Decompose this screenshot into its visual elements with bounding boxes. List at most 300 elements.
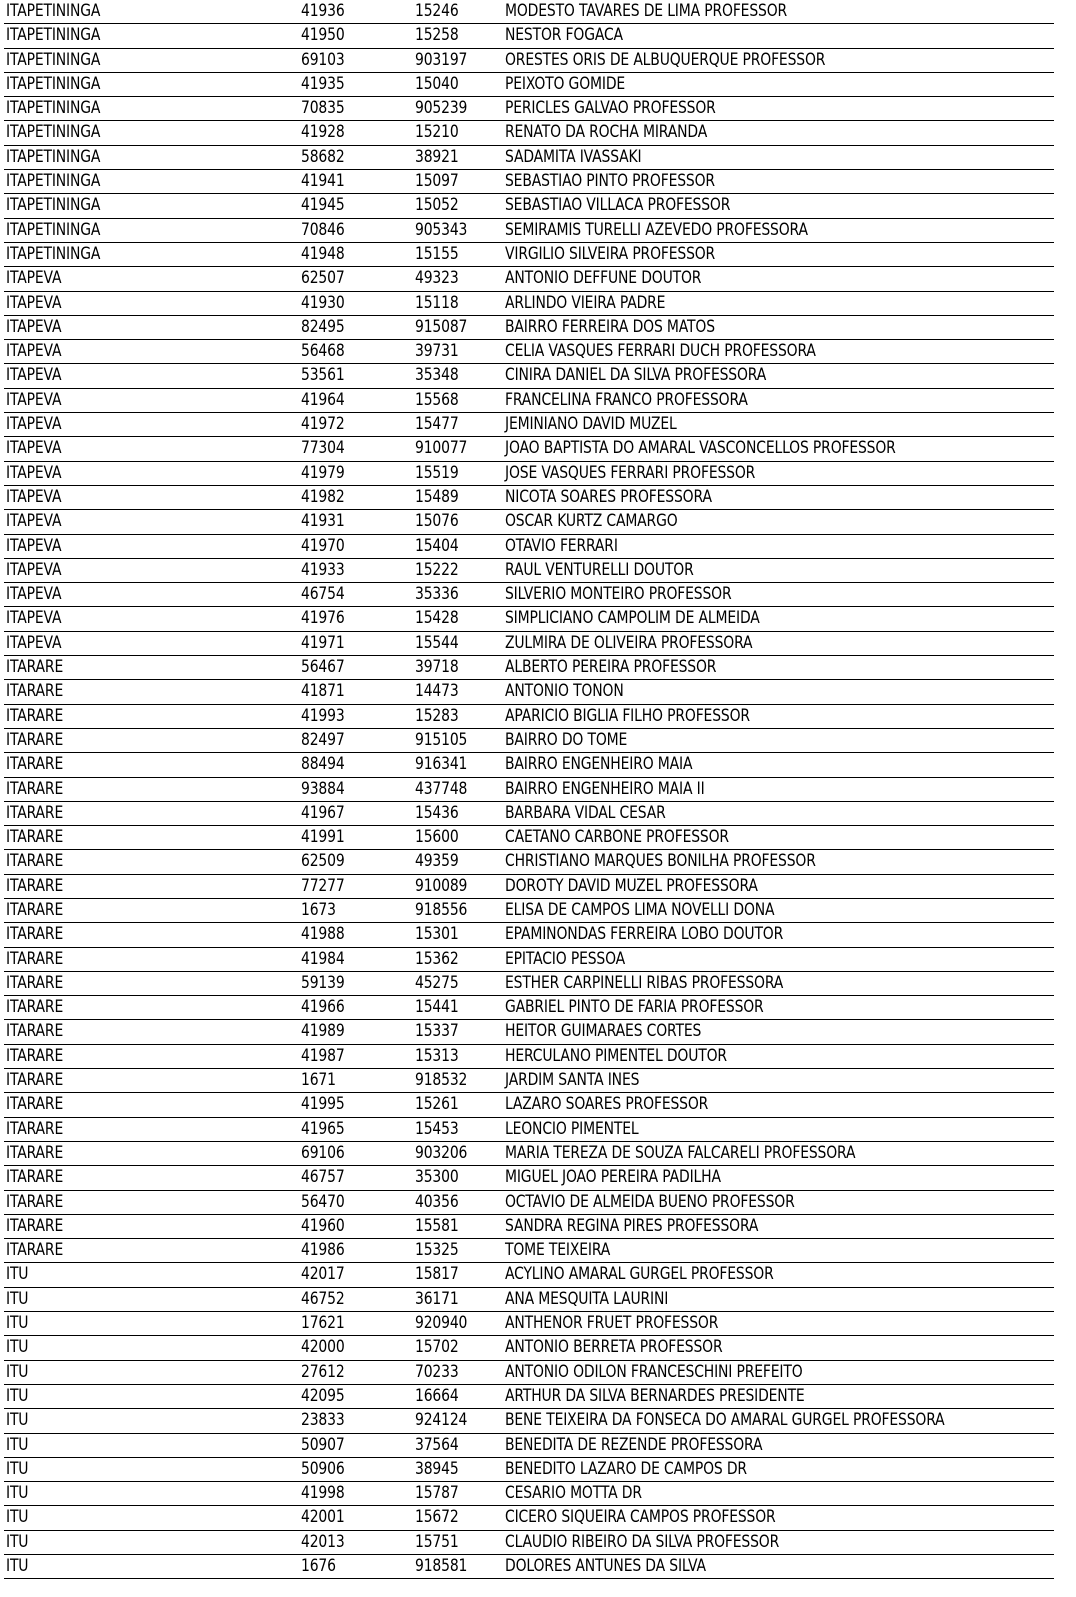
city-cell: ITU [6,1361,29,1382]
name-cell: PERICLES GALVAO PROFESSOR [505,98,716,119]
city-cell: ITARARE [6,924,64,945]
city-cell: ITARARE [6,754,64,775]
code1-cell: 58682 [301,146,345,167]
name-cell: BENE TEIXEIRA DA FONSECA DO AMARAL GURGEL PROFESSORA [505,1410,945,1431]
table-row [4,389,1054,413]
city-cell: ITAPEVA [6,365,62,386]
code1-cell: 46757 [301,1167,345,1188]
table-row [4,1288,1054,1312]
city-cell: ITAPEVA [6,535,62,556]
name-cell: SIMPLICIANO CAMPOLIM DE ALMEIDA [505,608,760,629]
code1-cell: 41976 [301,608,345,629]
table-row [4,121,1054,145]
code1-cell: 69103 [301,49,345,70]
code2-cell: 15544 [415,632,459,653]
code2-cell: 15155 [415,243,459,264]
code1-cell: 56468 [301,341,345,362]
name-cell: ALBERTO PEREIRA PROFESSOR [505,657,717,678]
name-cell: LAZARO SOARES PROFESSOR [505,1094,709,1115]
code1-cell: 41984 [301,948,345,969]
code1-cell: 42000 [301,1337,345,1358]
name-cell: EPITACIO PESSOA [505,948,626,969]
table-row [4,413,1054,437]
code1-cell: 41930 [301,292,345,313]
code1-cell: 41871 [301,681,345,702]
city-cell: ITAPETININGA [6,171,101,192]
code1-cell: 42001 [301,1507,345,1528]
code2-cell: 15787 [415,1483,459,1504]
name-cell: ANA MESQUITA LAURINI [505,1288,669,1309]
name-cell: TOME TEIXEIRA [505,1240,611,1261]
code1-cell: 41941 [301,171,345,192]
code2-cell: 15453 [415,1118,459,1139]
code1-cell: 41936 [301,1,345,21]
name-cell: JOAO BAPTISTA DO AMARAL VASCONCELLOS PROFESSOR [505,438,896,459]
table-row [4,1118,1054,1142]
city-cell: ITAPEVA [6,316,62,337]
name-cell: CINIRA DANIEL DA SILVA PROFESSORA [505,365,767,386]
name-cell: ARLINDO VIEIRA PADRE [505,292,666,313]
table-row [4,219,1054,243]
code2-cell: 15210 [415,122,459,143]
name-cell: RENATO DA ROCHA MIRANDA [505,122,708,143]
code2-cell: 15568 [415,389,459,410]
name-cell: BARBARA VIDAL CESAR [505,802,666,823]
city-cell: ITARARE [6,1240,64,1261]
code2-cell: 903197 [415,49,468,70]
city-cell: ITAPETININGA [6,98,101,119]
code2-cell: 49323 [415,268,459,289]
city-cell: ITU [6,1531,29,1552]
city-cell: ITARARE [6,1118,64,1139]
code1-cell: 41987 [301,1045,345,1066]
table-row [4,1215,1054,1239]
table-row [4,1045,1054,1069]
city-cell: ITAPEVA [6,486,62,507]
name-cell: OCTAVIO DE ALMEIDA BUENO PROFESSOR [505,1191,795,1212]
city-cell: ITARARE [6,875,64,896]
code1-cell: 42095 [301,1385,345,1406]
code2-cell: 39731 [415,341,459,362]
table-row [4,194,1054,218]
name-cell: ANTONIO DEFFUNE DOUTOR [505,268,702,289]
table-row [4,146,1054,170]
code2-cell: 14473 [415,681,459,702]
table-row [4,705,1054,729]
code2-cell: 924124 [415,1410,468,1431]
code1-cell: 88494 [301,754,345,775]
name-cell: HEITOR GUIMARAES CORTES [505,1021,702,1042]
code2-cell: 15052 [415,195,459,216]
code2-cell: 15702 [415,1337,459,1358]
table-row [4,437,1054,461]
table-row [4,826,1054,850]
city-cell: ITARARE [6,1215,64,1236]
city-cell: ITARARE [6,1142,64,1163]
city-cell: ITU [6,1337,29,1358]
table-row [4,996,1054,1020]
table-row [4,729,1054,753]
name-cell: RAUL VENTURELLI DOUTOR [505,559,694,580]
table-row [4,1531,1054,1555]
code1-cell: 41931 [301,511,345,532]
name-cell: SEBASTIAO PINTO PROFESSOR [505,171,715,192]
name-cell: MIGUEL JOAO PEREIRA PADILHA [505,1167,721,1188]
table-row [4,243,1054,267]
name-cell: BENEDITA DE REZENDE PROFESSORA [505,1434,763,1455]
table-row [4,948,1054,972]
name-cell: MARIA TEREZA DE SOUZA FALCARELI PROFESSORA [505,1142,856,1163]
name-cell: ANTHENOR FRUET PROFESSOR [505,1313,719,1334]
city-cell: ITAPEVA [6,511,62,532]
table-row [4,1093,1054,1117]
name-cell: LEONCIO PIMENTEL [505,1118,639,1139]
code2-cell: 15600 [415,827,459,848]
city-cell: ITAPETININGA [6,243,101,264]
code2-cell: 15258 [415,25,459,46]
name-cell: GABRIEL PINTO DE FARIA PROFESSOR [505,997,764,1018]
code1-cell: 41982 [301,486,345,507]
name-cell: NICOTA SOARES PROFESSORA [505,486,712,507]
code1-cell: 41988 [301,924,345,945]
code2-cell: 15325 [415,1240,459,1261]
code1-cell: 41971 [301,632,345,653]
city-cell: ITAPETININGA [6,195,101,216]
name-cell: BAIRRO ENGENHEIRO MAIA [505,754,693,775]
city-cell: ITARARE [6,997,64,1018]
name-cell: ZULMIRA DE OLIVEIRA PROFESSORA [505,632,753,653]
table-row [4,170,1054,194]
code1-cell: 41989 [301,1021,345,1042]
code1-cell: 41993 [301,705,345,726]
code1-cell: 1673 [301,899,336,920]
city-cell: ITARARE [6,705,64,726]
table-row [4,559,1054,583]
name-cell: ANTONIO BERRETA PROFESSOR [505,1337,723,1358]
city-cell: ITAPEVA [6,462,62,483]
code1-cell: 41979 [301,462,345,483]
code1-cell: 41967 [301,802,345,823]
city-cell: ITARARE [6,948,64,969]
code2-cell: 16664 [415,1385,459,1406]
code2-cell: 915087 [415,316,468,337]
table-row [4,972,1054,996]
table-row [4,73,1054,97]
code2-cell: 15040 [415,73,459,94]
code1-cell: 23833 [301,1410,345,1431]
table-row [4,753,1054,777]
city-cell: ITAPEVA [6,632,62,653]
code2-cell: 903206 [415,1142,468,1163]
table-row [4,1312,1054,1336]
name-cell: DOROTY DAVID MUZEL PROFESSORA [505,875,758,896]
code2-cell: 15436 [415,802,459,823]
code1-cell: 41964 [301,389,345,410]
code1-cell: 53561 [301,365,345,386]
code2-cell: 39718 [415,657,459,678]
code2-cell: 37564 [415,1434,459,1455]
city-cell: ITU [6,1434,29,1455]
code2-cell: 15362 [415,948,459,969]
name-cell: EPAMINONDAS FERREIRA LOBO DOUTOR [505,924,784,945]
city-cell: ITARARE [6,827,64,848]
city-cell: ITAPETININGA [6,1,101,21]
name-cell: ANTONIO ODILON FRANCESCHINI PREFEITO [505,1361,803,1382]
city-cell: ITU [6,1410,29,1431]
table-row [4,850,1054,874]
code2-cell: 15222 [415,559,459,580]
table-row [4,486,1054,510]
table-row [4,510,1054,534]
city-cell: ITARARE [6,1191,64,1212]
name-cell: SANDRA REGINA PIRES PROFESSORA [505,1215,759,1236]
code1-cell: 70846 [301,219,345,240]
name-cell: CAETANO CARBONE PROFESSOR [505,827,729,848]
code1-cell: 41972 [301,414,345,435]
city-cell: ITAPETININGA [6,219,101,240]
code1-cell: 70835 [301,98,345,119]
code1-cell: 41945 [301,195,345,216]
table-row [4,0,1054,24]
name-cell: OTAVIO FERRARI [505,535,618,556]
city-cell: ITARARE [6,899,64,920]
table-row [4,1458,1054,1482]
table-row [4,923,1054,947]
name-cell: VIRGILIO SILVEIRA PROFESSOR [505,243,716,264]
table-row [4,1069,1054,1093]
table-row [4,656,1054,680]
table-row [4,778,1054,802]
code1-cell: 41950 [301,25,345,46]
code1-cell: 46754 [301,584,345,605]
name-cell: CLAUDIO RIBEIRO DA SILVA PROFESSOR [505,1531,780,1552]
city-cell: ITAPETININGA [6,122,101,143]
city-cell: ITARARE [6,802,64,823]
name-cell: ACYLINO AMARAL GURGEL PROFESSOR [505,1264,774,1285]
name-cell: JARDIM SANTA INES [505,1070,640,1091]
table-row [4,316,1054,340]
city-cell: ITARARE [6,1070,64,1091]
table-row [4,1191,1054,1215]
code2-cell: 15751 [415,1531,459,1552]
code1-cell: 62507 [301,268,345,289]
code1-cell: 42013 [301,1531,345,1552]
table-row [4,535,1054,559]
city-cell: ITAPEVA [6,559,62,580]
code1-cell: 41998 [301,1483,345,1504]
code1-cell: 62509 [301,851,345,872]
code2-cell: 40356 [415,1191,459,1212]
city-cell: ITU [6,1556,29,1576]
table-row [4,1239,1054,1263]
code2-cell: 15519 [415,462,459,483]
city-cell: ITAPETININGA [6,146,101,167]
city-cell: ITAPEVA [6,414,62,435]
code2-cell: 15581 [415,1215,459,1236]
code2-cell: 70233 [415,1361,459,1382]
table-row [4,1555,1054,1579]
code2-cell: 15441 [415,997,459,1018]
code1-cell: 59139 [301,972,345,993]
city-cell: ITARARE [6,778,64,799]
code1-cell: 41948 [301,243,345,264]
city-cell: ITARARE [6,1167,64,1188]
name-cell: SEMIRAMIS TURELLI AZEVEDO PROFESSORA [505,219,808,240]
name-cell: ARTHUR DA SILVA BERNARDES PRESIDENTE [505,1385,805,1406]
code2-cell: 15337 [415,1021,459,1042]
code2-cell: 918581 [415,1556,468,1576]
table-row [4,1020,1054,1044]
code2-cell: 49359 [415,851,459,872]
code2-cell: 15097 [415,171,459,192]
table-row [4,1506,1054,1530]
name-cell: JEMINIANO DAVID MUZEL [505,414,677,435]
code2-cell: 38921 [415,146,459,167]
city-cell: ITAPEVA [6,608,62,629]
city-cell: ITARARE [6,681,64,702]
code1-cell: 46752 [301,1288,345,1309]
city-cell: ITARARE [6,1094,64,1115]
code2-cell: 35348 [415,365,459,386]
city-cell: ITARARE [6,1021,64,1042]
code1-cell: 77304 [301,438,345,459]
code2-cell: 15489 [415,486,459,507]
code2-cell: 15261 [415,1094,459,1115]
table-row [4,1263,1054,1287]
city-cell: ITAPEVA [6,341,62,362]
name-cell: BAIRRO DO TOME [505,729,628,750]
code2-cell: 36171 [415,1288,459,1309]
code1-cell: 1671 [301,1070,336,1091]
code1-cell: 56470 [301,1191,345,1212]
code2-cell: 915105 [415,729,468,750]
table-row [4,607,1054,631]
name-cell: CHRISTIANO MARQUES BONILHA PROFESSOR [505,851,816,872]
code1-cell: 41928 [301,122,345,143]
name-cell: ELISA DE CAMPOS LIMA NOVELLI DONA [505,899,775,920]
code2-cell: 437748 [415,778,468,799]
code2-cell: 910077 [415,438,468,459]
table-row [4,1166,1054,1190]
code2-cell: 15118 [415,292,459,313]
city-cell: ITAPETININGA [6,73,101,94]
code1-cell: 56467 [301,657,345,678]
code2-cell: 15313 [415,1045,459,1066]
name-cell: MODESTO TAVARES DE LIMA PROFESSOR [505,1,788,21]
table-row [4,1482,1054,1506]
code1-cell: 41970 [301,535,345,556]
name-cell: CESARIO MOTTA DR [505,1483,642,1504]
code1-cell: 82495 [301,316,345,337]
code1-cell: 41991 [301,827,345,848]
table-row [4,632,1054,656]
name-cell: CICERO SIQUEIRA CAMPOS PROFESSOR [505,1507,776,1528]
table-row [4,267,1054,291]
table-row [4,340,1054,364]
name-cell: BAIRRO FERREIRA DOS MATOS [505,316,715,337]
table-row [4,1385,1054,1409]
city-cell: ITU [6,1483,29,1504]
code2-cell: 920940 [415,1313,468,1334]
table-row [4,1142,1054,1166]
city-cell: ITU [6,1385,29,1406]
code2-cell: 918556 [415,899,468,920]
code1-cell: 27612 [301,1361,345,1382]
city-cell: ITU [6,1264,29,1285]
city-cell: ITARARE [6,851,64,872]
name-cell: FRANCELINA FRANCO PROFESSORA [505,389,748,410]
code1-cell: 82497 [301,729,345,750]
code1-cell: 17621 [301,1313,345,1334]
name-cell: DOLORES ANTUNES DA SILVA [505,1556,706,1576]
code2-cell: 15404 [415,535,459,556]
code2-cell: 15076 [415,511,459,532]
table-row [4,875,1054,899]
code2-cell: 15283 [415,705,459,726]
table-row [4,899,1054,923]
code1-cell: 50906 [301,1458,345,1479]
code1-cell: 41986 [301,1240,345,1261]
code2-cell: 905343 [415,219,468,240]
code1-cell: 77277 [301,875,345,896]
name-cell: NESTOR FOGACA [505,25,623,46]
code1-cell: 50907 [301,1434,345,1455]
table-row [4,49,1054,73]
name-cell: ANTONIO TONON [505,681,624,702]
city-cell: ITARARE [6,657,64,678]
code1-cell: 41935 [301,73,345,94]
code1-cell: 69106 [301,1142,345,1163]
city-cell: ITAPEVA [6,389,62,410]
name-cell: ORESTES ORIS DE ALBUQUERQUE PROFESSOR [505,49,826,70]
code2-cell: 15477 [415,414,459,435]
code2-cell: 35336 [415,584,459,605]
name-cell: SEBASTIAO VILLACA PROFESSOR [505,195,731,216]
code1-cell: 41960 [301,1215,345,1236]
name-cell: PEIXOTO GOMIDE [505,73,626,94]
city-cell: ITARARE [6,972,64,993]
table-row [4,24,1054,48]
city-cell: ITU [6,1507,29,1528]
table-row [4,97,1054,121]
city-cell: ITARARE [6,1045,64,1066]
code2-cell: 918532 [415,1070,468,1091]
code2-cell: 45275 [415,972,459,993]
code2-cell: 15428 [415,608,459,629]
table-row [4,583,1054,607]
table-row [4,292,1054,316]
code1-cell: 41995 [301,1094,345,1115]
code1-cell: 1676 [301,1556,336,1576]
code1-cell: 41933 [301,559,345,580]
code2-cell: 15301 [415,924,459,945]
city-cell: ITAPEVA [6,292,62,313]
name-cell: BENEDITO LAZARO DE CAMPOS DR [505,1458,747,1479]
code2-cell: 15817 [415,1264,459,1285]
city-cell: ITAPEVA [6,584,62,605]
code1-cell: 41965 [301,1118,345,1139]
code2-cell: 15672 [415,1507,459,1528]
city-cell: ITAPETININGA [6,49,101,70]
city-cell: ITU [6,1288,29,1309]
school-table [4,0,1054,1579]
name-cell: HERCULANO PIMENTEL DOUTOR [505,1045,727,1066]
code2-cell: 15246 [415,1,459,21]
code1-cell: 42017 [301,1264,345,1285]
table-row [4,1361,1054,1385]
city-cell: ITU [6,1458,29,1479]
code2-cell: 916341 [415,754,468,775]
